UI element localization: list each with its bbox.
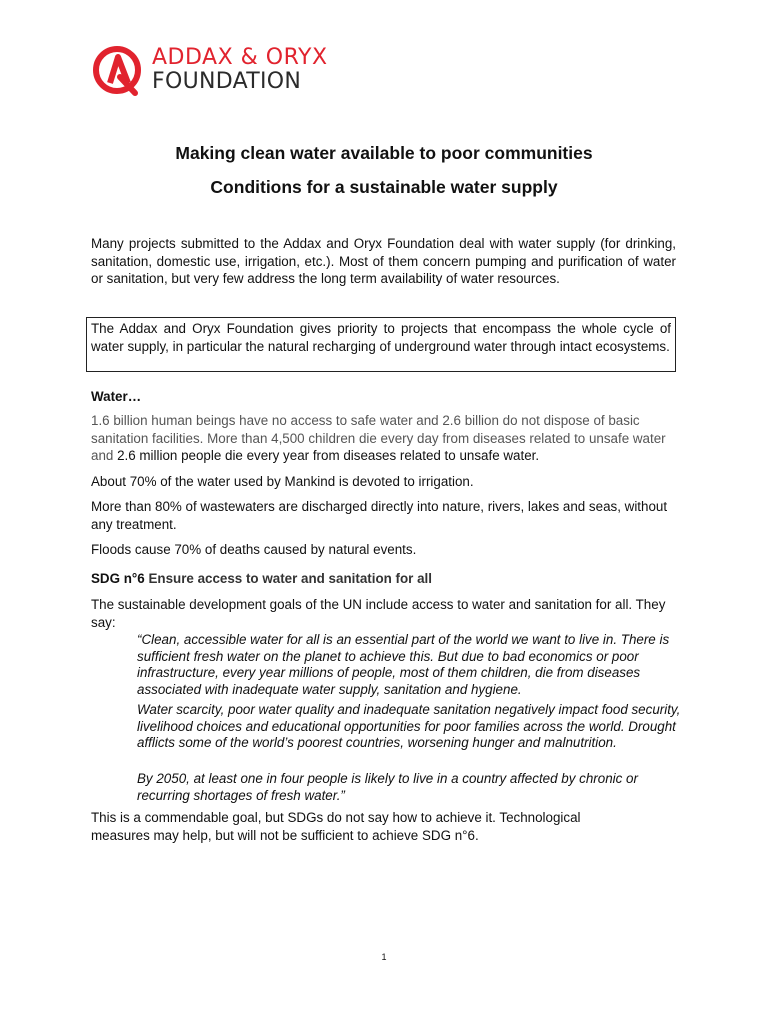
sdg-conclusion: This is a commendable goal, but SDGs do not say how to achieve it. Technological measures may help, but will not be sufficient to achieve SDG n°6. bbox=[91, 810, 581, 843]
priority-box: The Addax and Oryx Foundation gives priority to projects that encompass the whole cycle of water supply, in particular the natural recharging of underground water through intact ecosystems. bbox=[86, 317, 676, 372]
document-subtitle: Conditions for a sustainable water supply bbox=[210, 177, 558, 197]
water-fact-2: About 70% of the water used by Mankind is devoted to irrigation. bbox=[91, 474, 474, 489]
addax-oryx-logo-icon bbox=[90, 43, 144, 97]
logo-line2: FOUNDATION bbox=[152, 69, 302, 94]
water-heading: Water… bbox=[91, 389, 142, 404]
sdg-intro: The sustainable development goals of the UN include access to water and sanitation for all. They say: bbox=[91, 597, 666, 630]
intro-paragraph: Many projects submitted to the Addax and Oryx Foundation deal with water supply (for drinking, sanitation, domestic use, irrigation, etc.). Most of them concern pumping and purification of water or sanitation, but very few address the long term availability of water resources. bbox=[91, 236, 676, 287]
sdg-heading-prefix: SDG n°6 bbox=[91, 571, 145, 586]
sdg-heading-rest: Ensure access to water and sanitation for all bbox=[144, 571, 432, 586]
sdg-quote-3: By 2050, at least one in four people is likely to live in a country affected by chronic or recurring shortages of fresh water.” bbox=[137, 771, 638, 803]
foundation-logo bbox=[90, 42, 328, 98]
water-fact-1-dark: 2.6 million people die every year from diseases related to unsafe water. bbox=[113, 448, 540, 464]
logo-text bbox=[152, 47, 328, 93]
sdg-quote-1: “Clean, accessible water for all is an essential part of the world we want to live in. There is sufficient fresh water on the planet to achieve this. But due to bad economics or poor infrastructure, every year millions of people, most of them children, die from diseases associated with inadequate water supply, sanitation and hygiene. bbox=[137, 632, 670, 697]
water-fact-1 bbox=[91, 412, 681, 465]
water-fact-4: Floods cause 70% of deaths caused by natural events. bbox=[91, 542, 417, 557]
document-title: Making clean water available to poor communities bbox=[175, 143, 593, 163]
water-fact-3: More than 80% of wastewaters are discharged directly into nature, rivers, lakes and seas, without any treatment. bbox=[91, 499, 668, 532]
sdg-heading bbox=[91, 571, 432, 586]
page-number: 1 bbox=[381, 952, 387, 962]
logo-line1: ADDAX & ORYX bbox=[152, 45, 328, 70]
water-fact-1-grey: 1.6 billion human beings have no access to safe water and 2.6 billion do not dispose of basic sanitation facilities. More than 4,500 children die every day from diseases related to unsafe water and bbox=[91, 413, 666, 464]
sdg-quote-2: Water scarcity, poor water quality and inadequate sanitation negatively impact food security, livelihood choices and educational opportunities for poor families across the world. Drought afflicts some of the world’s poorest countries, worsening hunger and malnutrition. bbox=[137, 702, 681, 751]
